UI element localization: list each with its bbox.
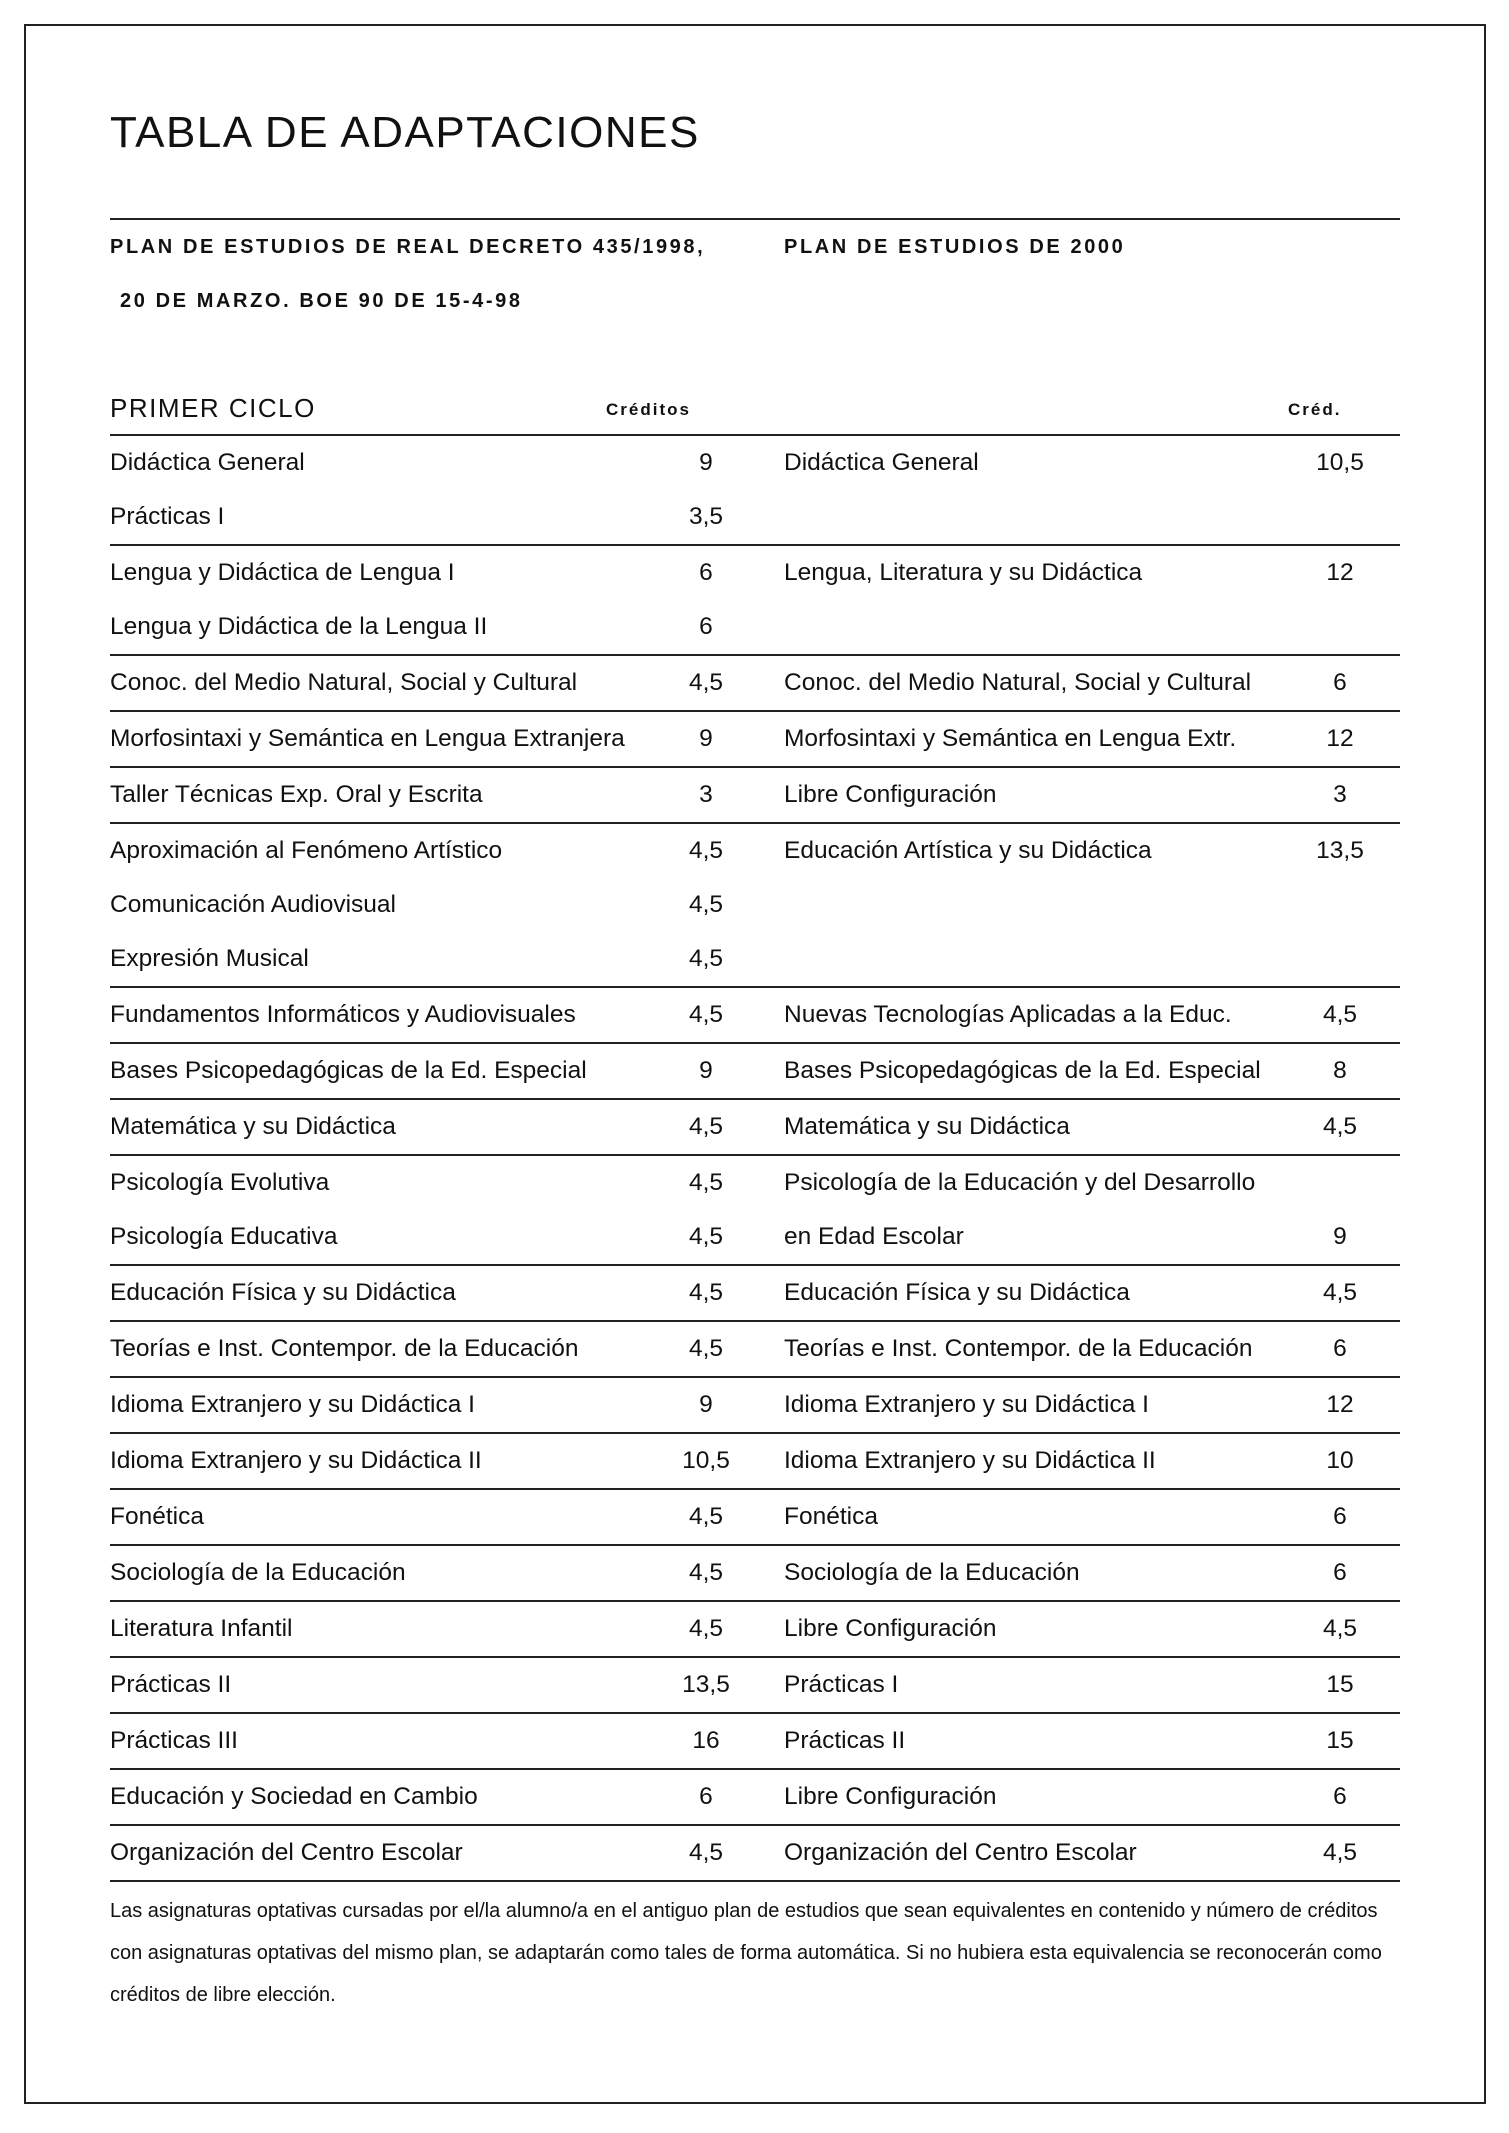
- section-title: PRIMER CICLO: [110, 393, 316, 423]
- table-row: [110, 1714, 1400, 1768]
- left-credits: 4,5: [688, 1113, 724, 1140]
- left-subject: Educación y Sociedad en Cambio: [110, 1783, 478, 1810]
- right-subject: Lengua, Literatura y su Didáctica: [784, 559, 1143, 586]
- right-credits: 12: [1326, 559, 1354, 586]
- old-plan-heading-line2: 20 DE MARZO. BOE 90 DE 15-4-98: [120, 290, 523, 312]
- left-credits: 4,5: [688, 1839, 724, 1866]
- left-credits: 4,5: [688, 669, 724, 696]
- right-subject: Teorías e Inst. Contempor. de la Educación: [784, 1335, 1253, 1362]
- right-subject: Didáctica General: [784, 449, 979, 476]
- left-subject: Comunicación Audiovisual: [110, 891, 396, 918]
- left-subject: Fundamentos Informáticos y Audiovisuales: [110, 1001, 576, 1028]
- left-credits: 9: [699, 449, 713, 476]
- table-row-group: [110, 1546, 1400, 1602]
- table-row: [110, 656, 1400, 710]
- right-credits: [1290, 600, 1390, 654]
- left-credits: 10,5: [682, 1447, 730, 1474]
- footnote: Las asignaturas optativas cursadas por el/la alumno/a en el antiguo plan de estudios que sean equivalentes en contenido y número de créditos con asignaturas optativas del mismo plan, se adaptarán como tales de forma automática. Si no hubiera esta equivalencia se reconocerán como créditos de libre elección.: [110, 1900, 1382, 2006]
- left-credits: 3: [699, 781, 713, 808]
- table-row-group: [110, 768, 1400, 824]
- right-subject: Sociología de la Educación: [784, 1559, 1080, 1586]
- left-credits: 4,5: [688, 1335, 724, 1362]
- left-subject: Literatura Infantil: [110, 1615, 293, 1642]
- left-subject: Idioma Extranjero y su Didáctica II: [110, 1447, 482, 1474]
- table-row-group: [110, 1658, 1400, 1714]
- left-subject: Prácticas III: [110, 1727, 238, 1754]
- left-credits: 6: [699, 613, 713, 640]
- table-row: [110, 1322, 1400, 1376]
- table-row: [110, 1490, 1400, 1544]
- table-row-group: [110, 1266, 1400, 1322]
- left-credits: 4,5: [688, 1503, 724, 1530]
- left-credits: 4,5: [688, 1001, 724, 1028]
- left-subject: Organización del Centro Escolar: [110, 1839, 463, 1866]
- left-credits: 9: [699, 1057, 713, 1084]
- right-credits: 6: [1333, 1503, 1347, 1530]
- left-subject: Taller Técnicas Exp. Oral y Escrita: [110, 781, 483, 808]
- right-subject: Libre Configuración: [784, 1615, 997, 1642]
- right-subject: Organización del Centro Escolar: [784, 1839, 1137, 1866]
- right-subject: Libre Configuración: [784, 781, 997, 808]
- right-subject: Morfosintaxi y Semántica en Lengua Extr.: [784, 725, 1237, 752]
- new-plan-heading: PLAN DE ESTUDIOS DE 2000: [784, 236, 1126, 258]
- right-subject: Prácticas II: [784, 1727, 906, 1754]
- left-subject: Prácticas II: [110, 1671, 232, 1698]
- left-credits: 3,5: [688, 503, 724, 530]
- left-subject: Psicología Evolutiva: [110, 1169, 330, 1196]
- left-credits: 4,5: [688, 1223, 724, 1250]
- table-row-group: [110, 1826, 1400, 1882]
- left-credits: 6: [699, 559, 713, 586]
- right-credits: 4,5: [1322, 1839, 1358, 1866]
- table-row: [110, 1602, 1400, 1656]
- table-row-group: [110, 1378, 1400, 1434]
- right-credits: 15: [1326, 1671, 1354, 1698]
- left-credits: 4,5: [688, 1279, 724, 1306]
- right-credits: 10: [1326, 1447, 1354, 1474]
- right-credits: [1290, 490, 1390, 544]
- left-subject: Teorías e Inst. Contempor. de la Educación: [110, 1335, 579, 1362]
- right-subject: Educación Física y su Didáctica: [784, 1279, 1130, 1306]
- table-row: [110, 436, 1400, 490]
- table-row: [110, 878, 1400, 932]
- table-row: [110, 1266, 1400, 1320]
- left-subject: Morfosintaxi y Semántica en Lengua Extranjera: [110, 725, 625, 752]
- left-subject: Didáctica General: [110, 449, 305, 476]
- table-row: [110, 1658, 1400, 1712]
- table-row: [110, 546, 1400, 600]
- table-row: [110, 932, 1400, 986]
- table-row-group: [110, 1100, 1400, 1156]
- right-credits: 4,5: [1322, 1615, 1358, 1642]
- table-row: [110, 712, 1400, 766]
- old-plan-heading-line1: PLAN DE ESTUDIOS DE REAL DECRETO 435/1998,: [110, 236, 706, 258]
- left-subject: Fonética: [110, 1503, 204, 1530]
- table-row-group: [110, 824, 1400, 988]
- credits-header-left: Créditos: [606, 400, 691, 419]
- left-subject: Lengua y Didáctica de la Lengua II: [110, 613, 488, 640]
- credits-header-right: Créd.: [1288, 400, 1342, 419]
- right-subject: Libre Configuración: [784, 1783, 997, 1810]
- left-credits: 13,5: [682, 1671, 730, 1698]
- table-row-group: [110, 1602, 1400, 1658]
- table-row-group: [110, 1156, 1400, 1266]
- right-credits: 6: [1333, 1335, 1347, 1362]
- table-row-group: [110, 546, 1400, 656]
- right-subject: Idioma Extranjero y su Didáctica II: [784, 1447, 1156, 1474]
- right-credits: 4,5: [1322, 1279, 1358, 1306]
- right-subject: Nuevas Tecnologías Aplicadas a la Educ.: [784, 1001, 1232, 1028]
- right-credits: 13,5: [1316, 837, 1364, 864]
- left-subject: Expresión Musical: [110, 945, 309, 972]
- table-row-group: [110, 656, 1400, 712]
- table-row: [110, 1210, 1400, 1264]
- table-row: [110, 600, 1400, 654]
- left-credits: 4,5: [688, 1169, 724, 1196]
- left-credits: 4,5: [688, 891, 724, 918]
- right-credits: 15: [1326, 1727, 1354, 1754]
- table-row-group: [110, 1044, 1400, 1100]
- table-row: [110, 1100, 1400, 1154]
- table-row: [110, 988, 1400, 1042]
- right-credits: [1290, 1156, 1390, 1210]
- right-subject: en Edad Escolar: [784, 1223, 964, 1250]
- left-subject: Idioma Extranjero y su Didáctica I: [110, 1391, 475, 1418]
- right-subject: Matemática y su Didáctica: [784, 1113, 1070, 1140]
- right-subject: Fonética: [784, 1503, 878, 1530]
- left-subject: Lengua y Didáctica de Lengua I: [110, 559, 455, 586]
- table-row-group: [110, 1770, 1400, 1826]
- left-subject: Conoc. del Medio Natural, Social y Cultural: [110, 669, 578, 696]
- right-subject: Educación Artística y su Didáctica: [784, 837, 1152, 864]
- right-subject: Prácticas I: [784, 1671, 899, 1698]
- right-credits: 4,5: [1322, 1001, 1358, 1028]
- left-subject: Psicología Educativa: [110, 1223, 338, 1250]
- table-row: [110, 1378, 1400, 1432]
- right-subject: Psicología de la Educación y del Desarrollo: [784, 1169, 1256, 1196]
- right-credits: [1290, 878, 1390, 932]
- right-credits: 6: [1333, 669, 1347, 696]
- table-row: [110, 1770, 1400, 1824]
- left-subject: Matemática y su Didáctica: [110, 1113, 396, 1140]
- left-credits: 16: [692, 1727, 720, 1754]
- header-rule: [110, 218, 1400, 220]
- table-row-group: [110, 712, 1400, 768]
- right-credits: 6: [1333, 1559, 1347, 1586]
- right-credits: 12: [1326, 725, 1354, 752]
- left-credits: 9: [699, 725, 713, 752]
- table-row: [110, 1826, 1400, 1880]
- table-row-group: [110, 436, 1400, 546]
- table-row-group: [110, 1434, 1400, 1490]
- right-credits: 4,5: [1322, 1113, 1358, 1140]
- right-subject: Idioma Extranjero y su Didáctica I: [784, 1391, 1149, 1418]
- table-row-group: [110, 988, 1400, 1044]
- right-credits: 9: [1333, 1223, 1347, 1250]
- table-row: [110, 1434, 1400, 1488]
- table-row: [110, 1044, 1400, 1098]
- table-row: [110, 768, 1400, 822]
- left-credits: 4,5: [688, 945, 724, 972]
- left-subject: Sociología de la Educación: [110, 1559, 406, 1586]
- table-row-group: [110, 1322, 1400, 1378]
- right-credits: [1290, 932, 1390, 986]
- right-credits: 6: [1333, 1783, 1347, 1810]
- table-row: [110, 1546, 1400, 1600]
- table-row: [110, 490, 1400, 544]
- table-row-group: [110, 1490, 1400, 1546]
- adaptation-table: [110, 434, 1400, 1882]
- right-subject: Bases Psicopedagógicas de la Ed. Especial: [784, 1057, 1261, 1084]
- table-row-group: [110, 1714, 1400, 1770]
- table-row: [110, 1156, 1400, 1210]
- left-credits: 9: [699, 1391, 713, 1418]
- right-credits: 10,5: [1316, 449, 1364, 476]
- page-title: TABLA DE ADAPTACIONES: [110, 108, 700, 157]
- right-credits: 12: [1326, 1391, 1354, 1418]
- left-subject: Educación Física y su Didáctica: [110, 1279, 456, 1306]
- left-subject: Bases Psicopedagógicas de la Ed. Especial: [110, 1057, 587, 1084]
- right-credits: 8: [1333, 1057, 1347, 1084]
- left-subject: Aproximación al Fenómeno Artístico: [110, 837, 503, 864]
- right-credits: 3: [1333, 781, 1347, 808]
- right-subject: Conoc. del Medio Natural, Social y Cultural: [784, 669, 1252, 696]
- left-credits: 4,5: [688, 1615, 724, 1642]
- left-subject: Prácticas I: [110, 503, 225, 530]
- table-row: [110, 824, 1400, 878]
- left-credits: 4,5: [688, 1559, 724, 1586]
- left-credits: 4,5: [688, 837, 724, 864]
- left-credits: 6: [699, 1783, 713, 1810]
